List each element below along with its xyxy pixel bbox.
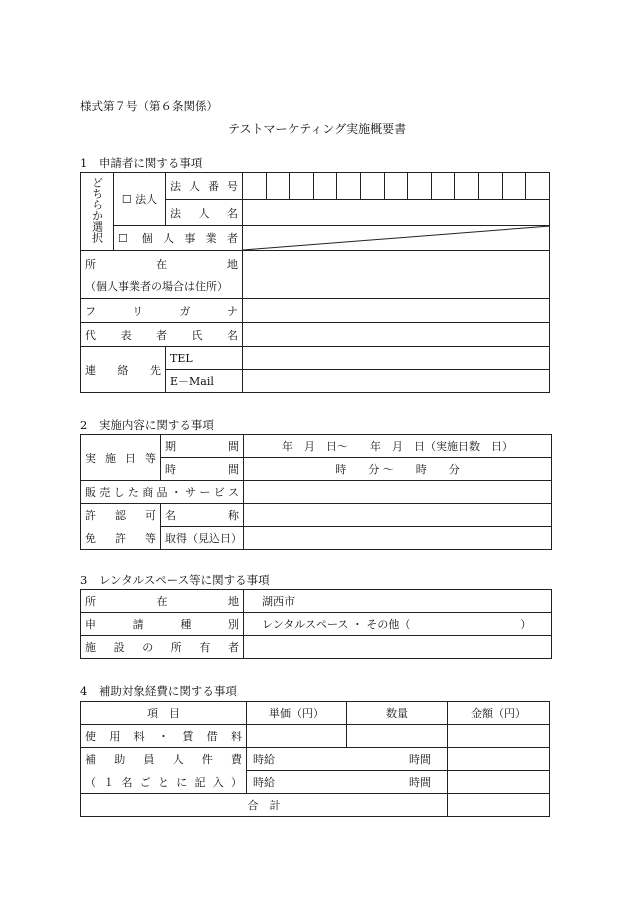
rental-address-field[interactable]: 湖西市 <box>244 590 552 613</box>
col-item: 項 目 <box>81 702 247 725</box>
tel-field[interactable] <box>243 347 550 370</box>
corp-number-label: 法人番号 <box>166 173 243 200</box>
furigana-field[interactable] <box>243 299 550 323</box>
rental-space-table <box>80 589 552 659</box>
implementation-table <box>80 434 552 550</box>
corp-name-field[interactable] <box>243 200 550 226</box>
permit-acquired-field[interactable] <box>244 527 552 550</box>
indiv-checkbox[interactable]: ☐ 個人事業者 <box>114 226 243 251</box>
section-2-heading: 2 実施内容に関する事項 <box>80 418 214 432</box>
period-field[interactable]: 年 月 日～ 年 月 日（実施日数 日） <box>244 435 552 458</box>
hourly-label-1: 時給 <box>253 753 275 766</box>
facility-owner-field[interactable] <box>244 636 552 659</box>
time-field[interactable]: 時 分 ～ 時 分 <box>244 458 552 481</box>
rental-address-label: 所在地 <box>81 590 244 613</box>
dates-label: 実施日等 <box>81 435 161 481</box>
contact-label: 連絡先 <box>81 347 166 393</box>
hours-label-2: 時間 <box>409 776 431 789</box>
form-number: 様式第７号（第６条関係） <box>80 99 218 113</box>
col-price: 単価（円） <box>247 702 347 725</box>
applicant-table <box>80 172 550 393</box>
diagonal-line <box>243 226 550 250</box>
goods-field[interactable] <box>244 481 552 504</box>
staff-row-2[interactable] <box>247 771 448 794</box>
address-field[interactable] <box>243 251 550 299</box>
rent-amount-field[interactable] <box>448 725 550 748</box>
permit-name-field[interactable] <box>244 504 552 527</box>
total-label: 合 計 <box>81 794 448 817</box>
staff-amount-field-1[interactable] <box>448 748 550 771</box>
page-title: テストマーケティング実施概要書 <box>228 122 407 136</box>
representative-label: 代表者氏名 <box>81 323 243 347</box>
email-field[interactable] <box>243 370 550 393</box>
corp-checkbox[interactable]: ☐ 法人 <box>114 173 166 226</box>
choose-label: どちらか選択 <box>81 173 114 251</box>
section-3-heading: 3 レンタルスペース等に関する事項 <box>80 573 270 587</box>
staff-row-1[interactable] <box>247 748 448 771</box>
address-label: 所在地 <box>85 257 238 271</box>
goods-label: 販売した商品・サービス <box>81 481 244 504</box>
representative-field[interactable] <box>243 323 550 347</box>
expense-table <box>80 701 550 817</box>
staff-amount-field-2[interactable] <box>448 771 550 794</box>
permit-name-label: 名称 <box>161 504 244 527</box>
staff-note: （１名ごとに記入） <box>81 771 247 794</box>
permit-acquired-label: 取得（見込日） <box>161 527 244 550</box>
period-label: 期間 <box>161 435 244 458</box>
corp-number-boxes[interactable] <box>243 173 550 200</box>
rent-price-field[interactable] <box>247 725 347 748</box>
furigana-label: フリガナ <box>81 299 243 323</box>
corp-name-label: 法人名 <box>166 200 243 226</box>
application-type-label: 申請種別 <box>81 613 244 636</box>
hours-label-1: 時間 <box>409 753 431 766</box>
permit-label-1: 許認可 <box>81 504 161 527</box>
section-1-heading: 1 申請者に関する事項 <box>80 156 203 170</box>
rent-label: 使用料・賃借料 <box>81 725 247 748</box>
staff-label: 補助員人件費 <box>81 748 247 771</box>
permit-label-2: 免許等 <box>81 527 161 550</box>
rent-qty-field[interactable] <box>347 725 448 748</box>
application-type-field[interactable]: レンタルスペース ・ その他（ ） <box>244 613 552 636</box>
address-label-cell <box>81 251 243 299</box>
time-label: 時間 <box>161 458 244 481</box>
col-amount: 金額（円） <box>448 702 550 725</box>
section-4-heading: 4 補助対象経費に関する事項 <box>80 684 237 698</box>
col-qty: 数量 <box>347 702 448 725</box>
indiv-disabled-field <box>243 226 550 251</box>
tel-label: TEL <box>166 347 243 370</box>
email-label: E－Mail <box>166 370 243 393</box>
address-note: （個人事業者の場合は住所） <box>85 279 228 293</box>
facility-owner-label: 施設の所有者 <box>81 636 244 659</box>
hourly-label-2: 時給 <box>253 776 275 789</box>
total-amount-field[interactable] <box>448 794 550 817</box>
